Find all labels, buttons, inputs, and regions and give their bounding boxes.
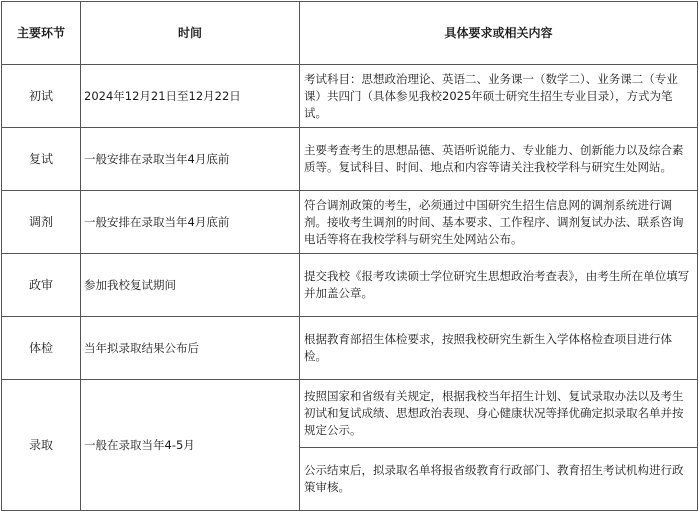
table-row <box>2 65 698 128</box>
row-time: 2024年12月21日至12月22日 <box>81 65 300 128</box>
row-detail-text: 主要考查考生的思想品德、英语听说能力、专业能力、创新能力以及综合素质等。复试科目、时间、地点和内容等请关注我校学科与研究生处网站。 <box>304 143 684 174</box>
header-stage: 主要环节 <box>2 2 81 65</box>
row-detail <box>300 448 698 511</box>
row-detail <box>300 317 698 380</box>
table-header-row <box>2 2 698 65</box>
row-detail-text: 根据教育部招生体检要求，按照我校研究生新生入学体格检查项目进行体检。 <box>304 332 672 363</box>
row-time: 一般安排在录取当年4月底前 <box>81 128 300 191</box>
row-stage: 录取 <box>2 380 81 511</box>
header-detail: 具体要求或相关内容 <box>300 2 698 65</box>
row-detail <box>300 380 698 448</box>
row-detail <box>300 254 698 317</box>
row-stage: 体检 <box>2 317 81 380</box>
row-time: 一般在录取当年4-5月 <box>81 380 300 511</box>
row-detail <box>300 191 698 254</box>
row-time: 当年拟录取结果公布后 <box>81 317 300 380</box>
row-stage: 复试 <box>2 128 81 191</box>
admission-schedule-table <box>1 1 698 511</box>
row-time: 一般安排在录取当年4月底前 <box>81 191 300 254</box>
table-row <box>2 254 698 317</box>
row-stage: 政审 <box>2 254 81 317</box>
row-detail-text: 提交我校《报考攻读硕士学位研究生思想政治考查表》，由考生所在单位填写并加盖公章。 <box>304 269 690 300</box>
row-detail-text: 按照国家和省级有关规定，根据我校当年招生计划、复试录取办法以及考生初试和复试成绩、思想政治表现、身心健康状况等择优确定拟录取名单并按规定公示。 <box>304 389 684 437</box>
table-row <box>2 317 698 380</box>
row-detail-text: 符合调剂政策的考生，必须通过中国研究生招生信息网的调剂系统进行调剂。接收考生调剂的时间、基本要求、工作程序、调剂复试办法、联系咨询电话等将在我校学科与研究生处网站公布。 <box>304 197 684 246</box>
table-row <box>2 380 698 448</box>
row-detail-text: 考试科目：思想政治理论、英语二、业务课一（数学二）、业务课二（专业课）共四门（具体参见我校2025年硕士研究生招生专业目录），方式为笔试。 <box>304 71 678 120</box>
table-row <box>2 128 698 191</box>
table-row <box>2 191 698 254</box>
header-time: 时间 <box>81 2 300 65</box>
row-stage: 初试 <box>2 65 81 128</box>
row-time: 参加我校复试期间 <box>81 254 300 317</box>
row-detail <box>300 65 698 128</box>
row-stage: 调剂 <box>2 191 81 254</box>
row-detail <box>300 128 698 191</box>
row-detail-text: 公示结束后，拟录取名单将报省级教育行政部门、教育招生考试机构进行政策审核。 <box>304 463 684 494</box>
